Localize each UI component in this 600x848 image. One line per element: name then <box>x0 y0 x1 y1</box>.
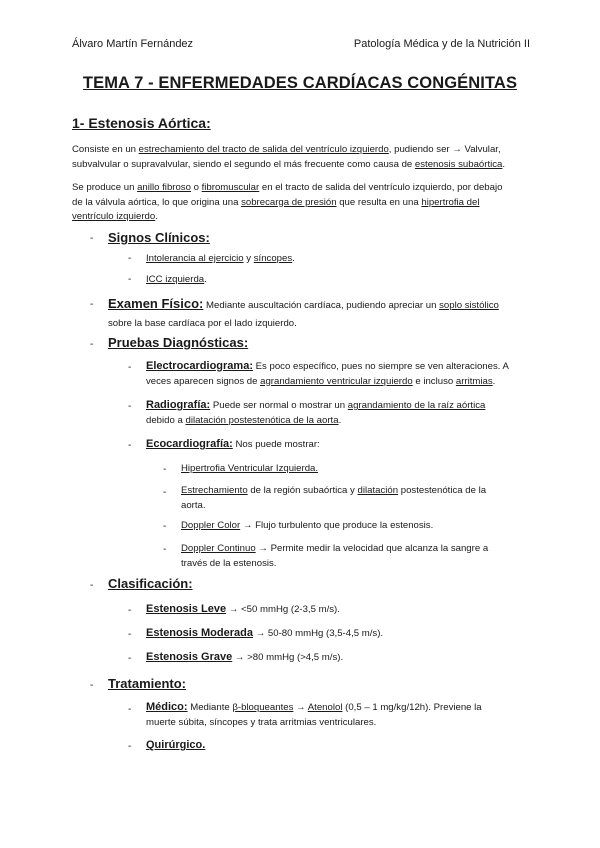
paragraph-pathology: Se produce un anillo fibroso o fibromuscular en el tracto de salida del ventrículo izquierdo, por debajo de la válvula aórtica, lo que origina una sobrecarga de presión que resulta en una hipertrofia del ventrículo izquierdo. <box>72 182 503 223</box>
bullet-dash: - <box>90 339 94 350</box>
bullet-dash: - <box>163 544 167 555</box>
signos-heading: Signos Clínicos: <box>108 230 210 245</box>
bullet-dash: - <box>90 680 94 691</box>
bullet-dash: - <box>128 653 132 664</box>
list-item: Quirúrgico. <box>146 739 206 751</box>
eco-item: Ecocardiografía: Nos puede mostrar: <box>146 438 320 450</box>
bullet-dash: - <box>163 487 167 498</box>
header-course: Patología Médica y de la Nutrición II <box>353 38 530 50</box>
bullet-dash: - <box>163 464 167 475</box>
bullet-dash: - <box>90 299 94 310</box>
list-item: Doppler Color → Flujo turbulento que produce la estenosis. <box>181 520 434 531</box>
list-item: Estenosis Leve → <50 mmHg (2-3,5 m/s). <box>146 603 340 615</box>
list-item: Estrechamiento de la región subaórtica y dilatación postestenótica de la aorta. <box>181 485 487 511</box>
list-item: Intolerancia al ejercicio y síncopes. <box>146 253 295 264</box>
pruebas-heading: Pruebas Diagnósticas: <box>108 335 249 350</box>
examen-item: Examen Físico: Mediante auscultación cardíaca, pudiendo apreciar un soplo sistólico sobre la base cardíaca por el lado izquierdo. <box>108 296 499 329</box>
bullet-dash: - <box>128 704 132 715</box>
bullet-dash: - <box>128 362 132 373</box>
list-item: Estenosis Grave → >80 mmHg (>4,5 m/s). <box>146 651 344 663</box>
list-item: Hipertrofia Ventricular Izquierda. <box>181 463 319 474</box>
section-heading: 1- Estenosis Aórtica: <box>72 115 211 131</box>
bullet-dash: - <box>128 401 132 412</box>
list-item: Doppler Continuo → Permite medir la velocidad que alcanza la sangre a través de la estenosis. <box>181 543 489 569</box>
rx-item: Radiografía: Puede ser normal o mostrar un agrandamiento de la raíz aórtica debido a dilatación postestenótica de la aorta. <box>146 399 486 426</box>
header-author: Álvaro Martín Fernández <box>72 38 194 50</box>
paragraph-definition: Consiste en un estrechamiento del tracto de salida del ventrículo izquierdo, pudiendo ser → Valvular, subvalvular o supravalvular, siendo el segundo el más frecuente como causa de estenosis subaórtica. <box>72 144 506 170</box>
clasificacion-heading: Clasificación: <box>108 576 193 591</box>
bullet-dash: - <box>128 741 132 752</box>
examen-heading: Examen Físico: <box>108 296 204 311</box>
bullet-dash: - <box>90 233 94 244</box>
ecg-item: Electrocardiograma: Es poco específico, pues no siempre se ven alteraciones. A veces aparecen signos de agrandamiento ventricular izquierdo e incluso arritmias. <box>146 360 509 387</box>
bullet-dash: - <box>128 253 132 264</box>
bullet-dash: - <box>128 629 132 640</box>
bullet-dash: - <box>128 605 132 616</box>
bullet-dash: - <box>128 274 132 285</box>
page-title: TEMA 7 - ENFERMEDADES CARDÍACAS CONGÉNITAS <box>82 74 518 92</box>
list-item: ICC izquierda. <box>146 274 207 285</box>
list-item: Estenosis Moderada → 50-80 mmHg (3,5-4,5 m/s). <box>146 627 384 639</box>
bullet-dash: - <box>128 440 132 451</box>
tratamiento-heading: Tratamiento: <box>108 676 187 691</box>
bullet-dash: - <box>90 580 94 591</box>
medico-item: Médico: Mediante β-bloqueantes → Atenolol (0,5 – 1 mg/kg/12h). Previene la muerte súbita, síncopes y trata arritmias ventriculares. <box>146 701 482 728</box>
bullet-dash: - <box>163 521 167 532</box>
